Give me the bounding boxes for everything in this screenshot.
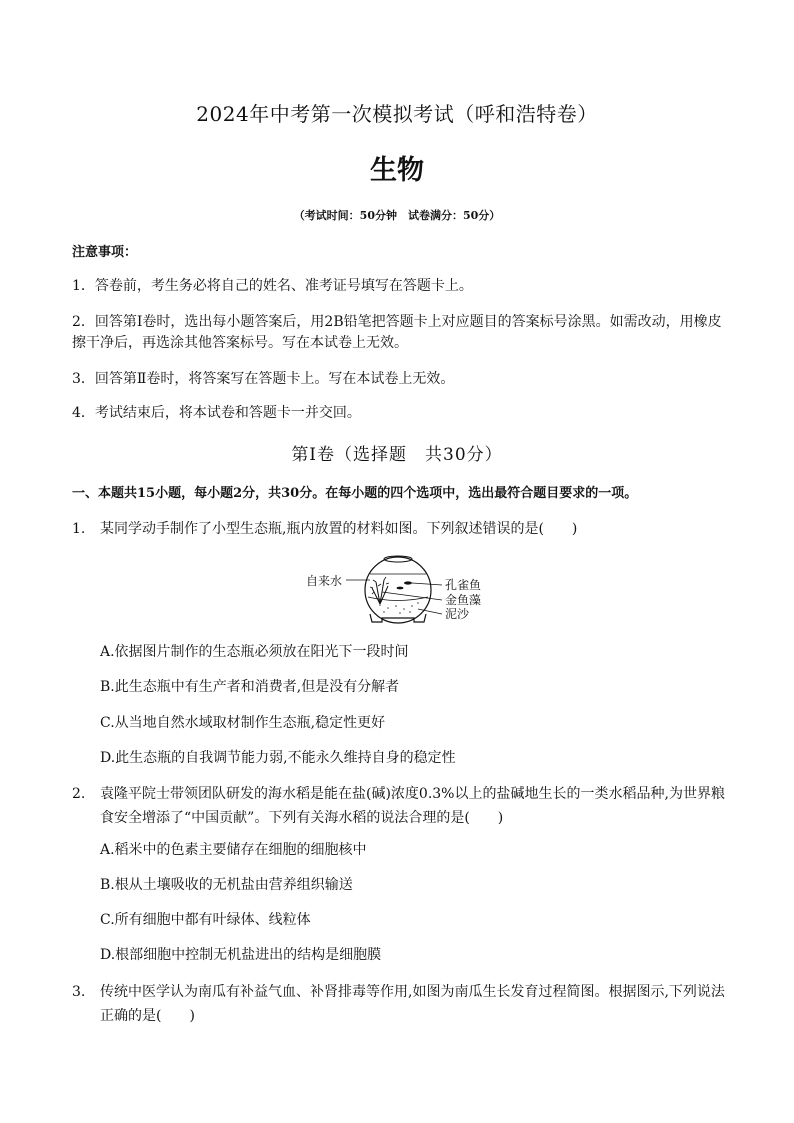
ecobottle-figure (300, 552, 510, 632)
note-item: 4．考试结束后，将本试卷和答题卡一并交回。 (72, 405, 361, 421)
section-title: 第Ⅰ卷（选择题 共30分） (291, 445, 503, 465)
ecobottle-diagram (300, 552, 510, 632)
label-sediment: 泥沙 (445, 607, 470, 621)
question-stem: 袁隆平院士带领团队研发的海水稻是能在盐(碱)浓度0.3%以上的盐碱地生长的一类水稻品种,为世界粮食安全增添了“中国贡献”。下列有关海水稻的说法合理的是( ) (100, 786, 725, 826)
option-c: C.所有细胞中都有叶绿体、线粒体 (100, 912, 311, 928)
question-number: 2. (72, 786, 86, 802)
label-guppy: 孔雀鱼 (445, 578, 482, 592)
notes-heading: 注意事项： (72, 245, 138, 260)
note-item: 3．回答第Ⅱ卷时，将答案写在答题卡上。写在本试卷上无效。 (72, 371, 455, 387)
label-hornwort: 金鱼藻 (445, 593, 482, 607)
option-b: B.此生态瓶中有生产者和消费者,但是没有分解者 (100, 679, 400, 695)
option-c: C.从当地自然水域取材制作生态瓶,稳定性更好 (100, 715, 386, 731)
exam-info: （考试时间：50分钟 试卷满分：50分） (293, 209, 501, 222)
question-number: 1. (72, 521, 86, 537)
section-instruction: 一、本题共15小题，每小题2分，共30分。在每小题的四个选项中，选出最符合题目要求的一项。 (72, 486, 638, 501)
option-d: D.此生态瓶的自我调节能力弱,不能永久维持自身的稳定性 (100, 750, 456, 766)
option-b: B.根从土壤吸收的无机盐由营养组织输送 (100, 877, 353, 893)
label-tap-water: 自来水 (306, 574, 343, 588)
subject-title: 生物 (370, 155, 424, 186)
question-number: 3. (72, 984, 86, 1000)
question-stem: 某同学动手制作了小型生态瓶,瓶内放置的材料如图。下列叙述错误的是( ) (100, 521, 578, 537)
option-d: D.根部细胞中控制无机盐进出的结构是细胞膜 (100, 947, 382, 963)
option-a: A.稻米中的色素主要储存在细胞的细胞核中 (100, 842, 367, 858)
note-item: 2．回答第Ⅰ卷时，选出每小题答案后，用2B铅笔把答题卡上对应题目的答案标号涂黑。如需改动，用橡皮擦干净后，再选涂其他答案标号。写在本试卷上无效。 (72, 314, 722, 351)
exam-title: 2024年中考第一次模拟考试（呼和浩特卷） (196, 102, 598, 126)
option-a: A.依据图片制作的生态瓶必须放在阳光下一段时间 (100, 644, 409, 660)
question-stem: 传统中医学认为南瓜有补益气血、补肾排毒等作用,如图为南瓜生长发育过程简图。根据图示,下列说法正确的是( ) (100, 984, 725, 1024)
note-item: 1．答卷前，考生务必将自己的姓名、准考证号填写在答题卡上。 (72, 278, 473, 294)
